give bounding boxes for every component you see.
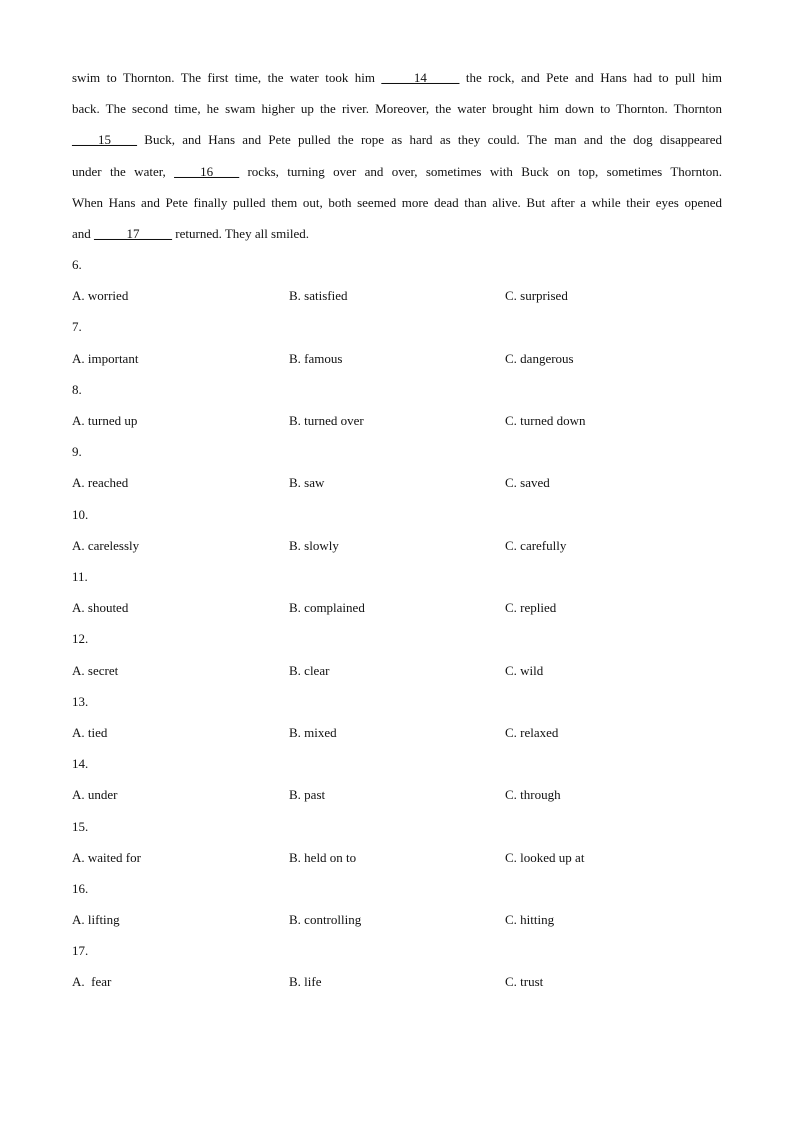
- question-number: 8.: [72, 381, 82, 397]
- question-item: [72, 811, 722, 873]
- option-b: B. slowly: [289, 537, 339, 553]
- question-number: 15.: [72, 818, 89, 834]
- option-b: B. turned over: [289, 412, 364, 428]
- passage-line: back. The second time, he swam higher up the river. Moreover, the water brought him down to Thornton. Thornton: [72, 101, 722, 117]
- question-number: 16.: [72, 880, 89, 896]
- option-c: C. trust: [505, 974, 544, 990]
- blank-14: _____14_____: [381, 70, 460, 85]
- blank-16: ____16____: [174, 163, 240, 179]
- question-item: [72, 499, 722, 561]
- passage-line: under the water, ____16____ rocks, turning over and over, sometimes with Buck on top, sometimes Thornton.: [72, 163, 722, 179]
- option-b: B. satisfied: [289, 288, 348, 304]
- option-c: C. surprised: [505, 288, 568, 304]
- option-a: A. waited for: [72, 849, 141, 865]
- option-b: B. life: [289, 974, 322, 990]
- question-number: 11.: [72, 568, 88, 584]
- option-b: B. clear: [289, 662, 330, 678]
- question-number: 17.: [72, 943, 89, 959]
- option-a: A. fear: [72, 974, 112, 990]
- option-c: C. turned down: [505, 412, 586, 428]
- option-b: B. held on to: [289, 849, 357, 865]
- question-number: 10.: [72, 506, 89, 522]
- question-item: [72, 561, 722, 623]
- passage-line: and _____17_____ returned. They all smiled.: [72, 225, 309, 241]
- question-item: [72, 873, 722, 935]
- option-a: A. lifting: [72, 912, 120, 928]
- option-c: C. hitting: [505, 912, 555, 928]
- question-item: [72, 374, 722, 436]
- question-item: [72, 249, 722, 311]
- option-a: A. important: [72, 350, 139, 366]
- option-a: A. secret: [72, 662, 119, 678]
- option-c: C. dangerous: [505, 350, 574, 366]
- passage-line: swim to Thornton. The first time, the water took him _____14_____ the rock, and Pete and Hans had to pull him: [72, 70, 722, 85]
- option-a: A. shouted: [72, 600, 129, 616]
- option-b: B. past: [289, 787, 326, 803]
- option-c: C. carefully: [505, 537, 567, 553]
- option-b: B. controlling: [289, 912, 362, 928]
- option-c: C. relaxed: [505, 724, 559, 740]
- question-number: 14.: [72, 756, 89, 772]
- question-list: [72, 249, 722, 998]
- option-a: A. reached: [72, 475, 129, 491]
- blank-15: ____15____: [72, 132, 137, 148]
- question-number: 6.: [72, 257, 82, 272]
- option-b: B. famous: [289, 350, 343, 366]
- option-a: A. worried: [72, 288, 129, 304]
- question-item: [72, 311, 722, 373]
- question-item: [72, 748, 722, 810]
- option-b: B. complained: [289, 600, 365, 616]
- option-c: C. wild: [505, 662, 544, 678]
- question-item: [72, 935, 722, 997]
- option-a: A. turned up: [72, 412, 138, 428]
- question-number: 13.: [72, 693, 89, 709]
- question-number: 7.: [72, 319, 82, 335]
- question-item: [72, 623, 722, 685]
- option-a: A. under: [72, 787, 118, 803]
- option-c: C. through: [505, 787, 561, 803]
- question-item: [72, 436, 722, 498]
- question-item: [72, 686, 722, 748]
- option-b: B. mixed: [289, 724, 337, 740]
- question-number: 12.: [72, 631, 89, 647]
- blank-17: _____17_____: [94, 225, 173, 241]
- option-b: B. saw: [289, 475, 325, 491]
- option-c: C. replied: [505, 600, 557, 616]
- option-c: C. saved: [505, 475, 550, 491]
- option-a: A. carelessly: [72, 537, 140, 553]
- passage-line: When Hans and Pete finally pulled them out, both seemed more dead than alive. But after a while their eyes opened: [72, 194, 722, 210]
- passage-text: [72, 62, 722, 249]
- option-a: A. tied: [72, 724, 108, 740]
- option-c: C. looked up at: [505, 849, 585, 865]
- question-number: 9.: [72, 444, 82, 460]
- passage-line: ____15____ Buck, and Hans and Pete pulled the rope as hard as they could. The man and the dog disappeared: [72, 132, 722, 148]
